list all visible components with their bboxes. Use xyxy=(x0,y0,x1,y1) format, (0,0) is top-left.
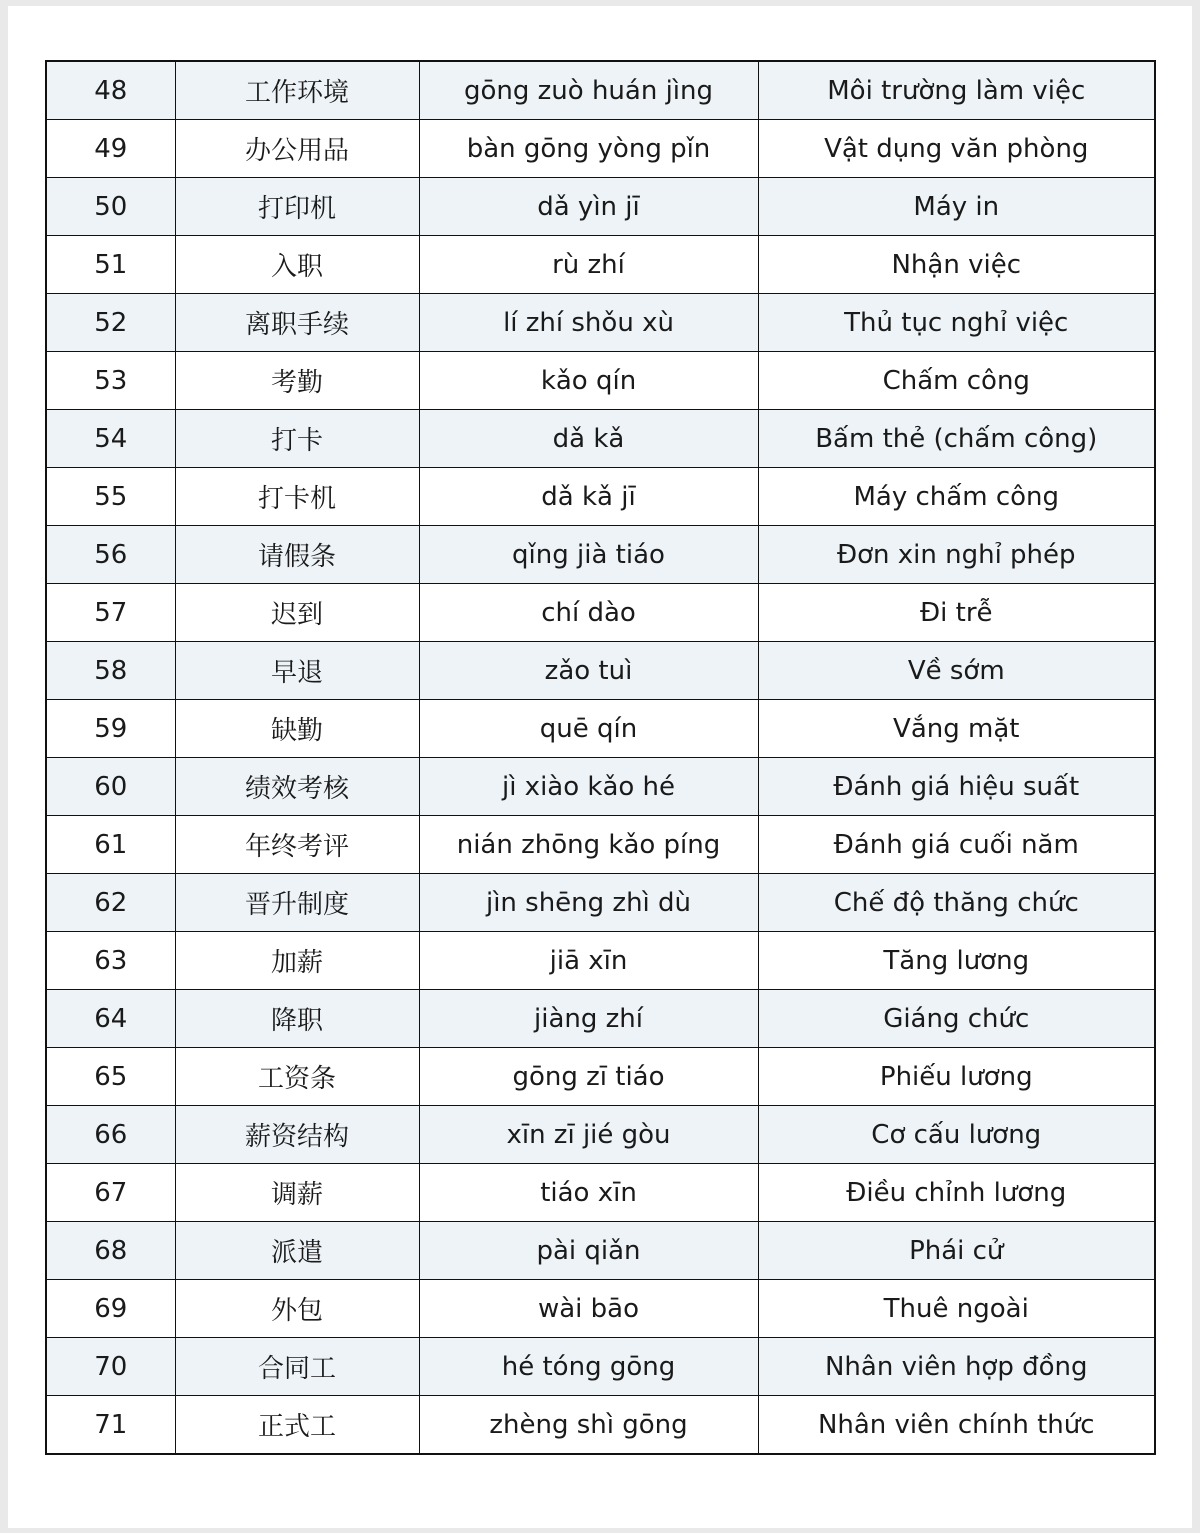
entry-meaning: Thủ tục nghỉ việc xyxy=(758,294,1155,352)
entry-pinyin: gōng zī tiáo xyxy=(419,1048,758,1106)
entry-hanzi: 办公用品 xyxy=(175,120,419,178)
entry-number: 70 xyxy=(46,1338,175,1396)
table-row xyxy=(46,120,1155,178)
entry-meaning: Phiếu lương xyxy=(758,1048,1155,1106)
table-row xyxy=(46,990,1155,1048)
entry-hanzi: 调薪 xyxy=(175,1164,419,1222)
entry-meaning: Cơ cấu lương xyxy=(758,1106,1155,1164)
entry-pinyin: tiáo xīn xyxy=(419,1164,758,1222)
entry-meaning: Phái cử xyxy=(758,1222,1155,1280)
entry-pinyin: xīn zī jié gòu xyxy=(419,1106,758,1164)
entry-number: 62 xyxy=(46,874,175,932)
entry-meaning: Môi trường làm việc xyxy=(758,61,1155,120)
entry-hanzi: 加薪 xyxy=(175,932,419,990)
entry-number: 51 xyxy=(46,236,175,294)
entry-hanzi: 降职 xyxy=(175,990,419,1048)
table-row xyxy=(46,932,1155,990)
entry-meaning: Nhân viên hợp đồng xyxy=(758,1338,1155,1396)
table-row xyxy=(46,468,1155,526)
entry-pinyin: bàn gōng yòng pǐn xyxy=(419,120,758,178)
entry-meaning: Về sớm xyxy=(758,642,1155,700)
entry-meaning: Vắng mặt xyxy=(758,700,1155,758)
entry-pinyin: dǎ kǎ jī xyxy=(419,468,758,526)
entry-pinyin: nián zhōng kǎo píng xyxy=(419,816,758,874)
entry-meaning: Máy in xyxy=(758,178,1155,236)
entry-number: 55 xyxy=(46,468,175,526)
document-page xyxy=(8,6,1192,1528)
entry-number: 54 xyxy=(46,410,175,468)
table-row xyxy=(46,816,1155,874)
table-row xyxy=(46,1048,1155,1106)
entry-pinyin: kǎo qín xyxy=(419,352,758,410)
entry-meaning: Tăng lương xyxy=(758,932,1155,990)
entry-number: 68 xyxy=(46,1222,175,1280)
table-row xyxy=(46,1106,1155,1164)
entry-pinyin: qǐng jià tiáo xyxy=(419,526,758,584)
entry-hanzi: 合同工 xyxy=(175,1338,419,1396)
entry-hanzi: 考勤 xyxy=(175,352,419,410)
entry-meaning: Chế độ thăng chức xyxy=(758,874,1155,932)
entry-pinyin: rù zhí xyxy=(419,236,758,294)
table-row xyxy=(46,352,1155,410)
entry-meaning: Thuê ngoài xyxy=(758,1280,1155,1338)
entry-number: 49 xyxy=(46,120,175,178)
table-row xyxy=(46,294,1155,352)
entry-meaning: Giáng chức xyxy=(758,990,1155,1048)
entry-meaning: Nhận việc xyxy=(758,236,1155,294)
vocabulary-table xyxy=(45,60,1156,1455)
entry-hanzi: 正式工 xyxy=(175,1396,419,1455)
entry-number: 66 xyxy=(46,1106,175,1164)
entry-number: 50 xyxy=(46,178,175,236)
entry-hanzi: 绩效考核 xyxy=(175,758,419,816)
vocabulary-table-body xyxy=(46,61,1155,1454)
entry-meaning: Máy chấm công xyxy=(758,468,1155,526)
entry-pinyin: zhèng shì gōng xyxy=(419,1396,758,1455)
table-row xyxy=(46,1280,1155,1338)
table-row xyxy=(46,700,1155,758)
table-row xyxy=(46,61,1155,120)
entry-meaning: Chấm công xyxy=(758,352,1155,410)
entry-number: 65 xyxy=(46,1048,175,1106)
entry-pinyin: hé tóng gōng xyxy=(419,1338,758,1396)
entry-hanzi: 打印机 xyxy=(175,178,419,236)
entry-pinyin: jiàng zhí xyxy=(419,990,758,1048)
entry-pinyin: dǎ yìn jī xyxy=(419,178,758,236)
table-row xyxy=(46,1338,1155,1396)
entry-pinyin: gōng zuò huán jìng xyxy=(419,61,758,120)
entry-hanzi: 请假条 xyxy=(175,526,419,584)
table-row xyxy=(46,874,1155,932)
entry-pinyin: jìn shēng zhì dù xyxy=(419,874,758,932)
entry-meaning: Đánh giá hiệu suất xyxy=(758,758,1155,816)
entry-hanzi: 外包 xyxy=(175,1280,419,1338)
table-row xyxy=(46,526,1155,584)
entry-pinyin: quē qín xyxy=(419,700,758,758)
entry-meaning: Đánh giá cuối năm xyxy=(758,816,1155,874)
entry-hanzi: 工资条 xyxy=(175,1048,419,1106)
entry-number: 63 xyxy=(46,932,175,990)
entry-number: 52 xyxy=(46,294,175,352)
entry-number: 48 xyxy=(46,61,175,120)
entry-meaning: Vật dụng văn phòng xyxy=(758,120,1155,178)
entry-hanzi: 工作环境 xyxy=(175,61,419,120)
table-row xyxy=(46,178,1155,236)
entry-meaning: Đi trễ xyxy=(758,584,1155,642)
entry-pinyin: jì xiào kǎo hé xyxy=(419,758,758,816)
entry-pinyin: wài bāo xyxy=(419,1280,758,1338)
entry-hanzi: 派遣 xyxy=(175,1222,419,1280)
entry-meaning: Bấm thẻ (chấm công) xyxy=(758,410,1155,468)
table-row xyxy=(46,236,1155,294)
table-row xyxy=(46,758,1155,816)
entry-meaning: Đơn xin nghỉ phép xyxy=(758,526,1155,584)
entry-number: 69 xyxy=(46,1280,175,1338)
entry-hanzi: 晋升制度 xyxy=(175,874,419,932)
entry-hanzi: 打卡机 xyxy=(175,468,419,526)
entry-pinyin: jiā xīn xyxy=(419,932,758,990)
table-row xyxy=(46,1222,1155,1280)
entry-number: 64 xyxy=(46,990,175,1048)
table-row xyxy=(46,642,1155,700)
entry-hanzi: 迟到 xyxy=(175,584,419,642)
table-row xyxy=(46,584,1155,642)
entry-number: 60 xyxy=(46,758,175,816)
entry-hanzi: 入职 xyxy=(175,236,419,294)
entry-hanzi: 缺勤 xyxy=(175,700,419,758)
table-row xyxy=(46,1396,1155,1455)
entry-pinyin: dǎ kǎ xyxy=(419,410,758,468)
entry-hanzi: 年终考评 xyxy=(175,816,419,874)
table-row xyxy=(46,410,1155,468)
entry-number: 53 xyxy=(46,352,175,410)
entry-number: 71 xyxy=(46,1396,175,1455)
entry-number: 56 xyxy=(46,526,175,584)
entry-pinyin: pài qiǎn xyxy=(419,1222,758,1280)
entry-number: 57 xyxy=(46,584,175,642)
entry-pinyin: chí dào xyxy=(419,584,758,642)
entry-hanzi: 薪资结构 xyxy=(175,1106,419,1164)
entry-meaning: Điều chỉnh lương xyxy=(758,1164,1155,1222)
entry-hanzi: 打卡 xyxy=(175,410,419,468)
entry-pinyin: lí zhí shǒu xù xyxy=(419,294,758,352)
table-row xyxy=(46,1164,1155,1222)
entry-hanzi: 早退 xyxy=(175,642,419,700)
entry-hanzi: 离职手续 xyxy=(175,294,419,352)
entry-number: 67 xyxy=(46,1164,175,1222)
entry-number: 58 xyxy=(46,642,175,700)
entry-pinyin: zǎo tuì xyxy=(419,642,758,700)
entry-number: 61 xyxy=(46,816,175,874)
entry-meaning: Nhân viên chính thức xyxy=(758,1396,1155,1455)
entry-number: 59 xyxy=(46,700,175,758)
